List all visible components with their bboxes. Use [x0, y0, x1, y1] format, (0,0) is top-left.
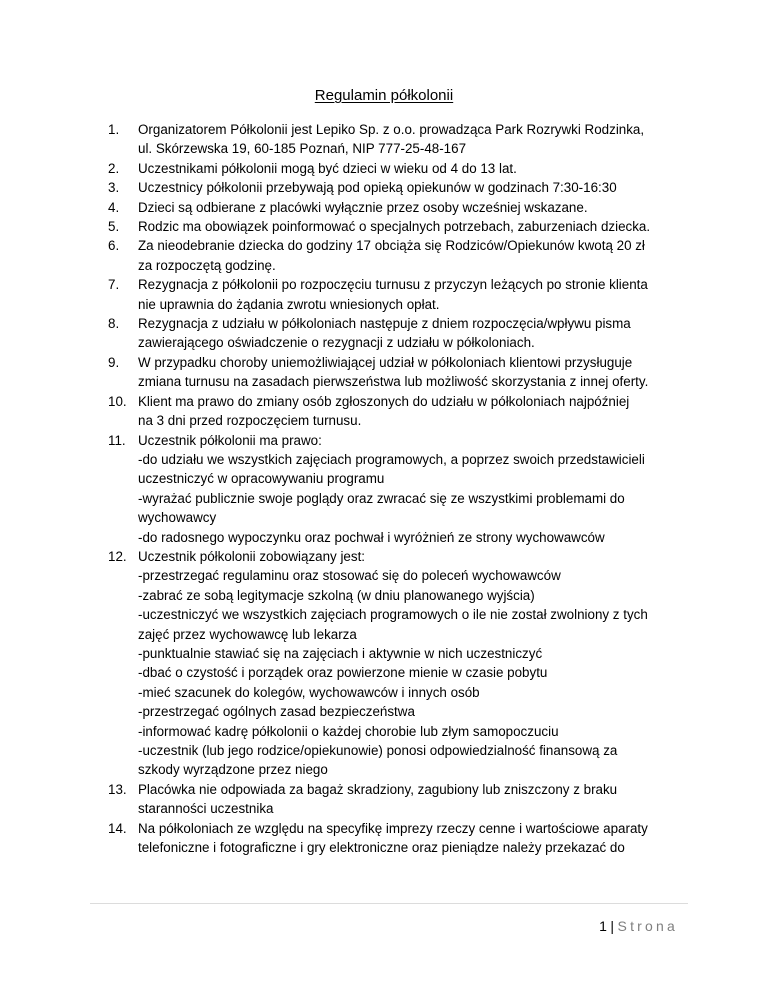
rule-line: W przypadku choroby uniemożliwiającej udział w półkoloniach klientowi przysługuje [138, 354, 633, 370]
rule-line: Uczestnicy półkolonii przebywają pod opieką opiekunów w godzinach 7:30-16:30 [138, 180, 617, 196]
rule-line: na 3 dni przed rozpoczęciem turnusu. [138, 413, 362, 429]
rule-number: 10. [108, 393, 127, 409]
rule-line: -zabrać ze sobą legitymacje szkolną (w dniu planowanego wyjścia) [138, 587, 535, 603]
rule-text [138, 217, 688, 236]
rule-line: -uczestniczyć we wszystkich zajęciach programowych o ile nie został zwolniony z tych [138, 607, 648, 623]
rule-line: Za nieodebranie dziecka do godziny 17 obciąża się Rodziców/Opiekunów kwotą 20 zł [138, 238, 645, 254]
rule-item [108, 159, 688, 178]
rule-line: -mieć szacunek do kolegów, wychowawców i innych osób [138, 684, 480, 700]
rule-line: za rozpoczętą godzinę. [138, 257, 276, 273]
rule-item [108, 198, 688, 217]
rule-text [138, 120, 688, 159]
rule-item [108, 217, 688, 236]
rule-text [138, 819, 688, 858]
rule-line: Rezygnacja z półkolonii po rozpoczęciu turnusu z przyczyn leżących po stronie klienta [138, 277, 648, 293]
rule-number: 2. [108, 160, 120, 176]
page-number: 1 [599, 918, 608, 934]
rule-number: 9. [108, 354, 120, 370]
rule-text [138, 547, 688, 780]
rule-line: Uczestnik półkolonii zobowiązany jest: [138, 548, 366, 564]
rule-line: -przestrzegać regulaminu oraz stosować się do poleceń wychowawców [138, 568, 561, 584]
rule-item [108, 431, 688, 547]
rule-number: 8. [108, 316, 120, 332]
rule-line: zawierającego oświadczenie o rezygnacji z udziału w półkoloniach. [138, 335, 535, 351]
rule-line: wychowawcy [138, 510, 217, 526]
rule-number: 4. [108, 199, 120, 215]
rules-list [108, 120, 688, 857]
rule-line: -do udziału we wszystkich zajęciach programowych, a poprzez swoich przedstawicieli [138, 451, 645, 467]
rule-line: Rezygnacja z udziału w półkoloniach następuje z dniem rozpoczęcia/wpływu pisma [138, 316, 631, 332]
rule-number: 14. [108, 820, 127, 836]
rule-number: 11. [108, 432, 126, 448]
rule-item [108, 120, 688, 159]
rule-line: zmiana turnusu na zasadach pierwszeństwa lub możliwość skorzystania z innej oferty. [138, 374, 649, 390]
rule-item [108, 314, 688, 353]
page-label: Strona [617, 918, 678, 934]
rule-text [138, 780, 688, 819]
rule-text [138, 392, 688, 431]
rule-line: uczestniczyć w opracowywaniu programu [138, 471, 385, 487]
page-title: Regulamin półkolonii [314, 87, 454, 104]
rule-text [138, 275, 688, 314]
rule-number: 3. [108, 180, 120, 196]
footer-divider [90, 903, 688, 904]
rule-item [108, 178, 688, 197]
rule-item [108, 392, 688, 431]
rule-text [138, 178, 688, 197]
rule-number: 12. [108, 548, 127, 564]
rule-line: nie uprawnia do żądania zwrotu wniesionych opłat. [138, 296, 440, 312]
rule-line: Organizatorem Półkolonii jest Lepiko Sp. z o.o. prowadząca Park Rozrywki Rodzinka, [138, 122, 645, 137]
rule-line: Klient ma prawo do zmiany osób zgłoszonych do udziału w półkoloniach najpóźniej [138, 393, 630, 409]
rule-text [138, 236, 688, 275]
rule-line: szkody wyrządzone przez niego [138, 762, 328, 778]
rule-text [138, 353, 688, 392]
rule-number: 6. [108, 238, 120, 254]
rule-line: Uczestnikami półkolonii mogą być dzieci w wieku od 4 do 13 lat. [138, 160, 517, 176]
rule-line: Placówka nie odpowiada za bagaż skradziony, zagubiony lub zniszczony z braku [138, 781, 618, 797]
rule-line: -przestrzegać ogólnych zasad bezpieczeństwa [138, 704, 415, 720]
rule-line: staranności uczestnika [138, 801, 274, 817]
rule-text [138, 198, 688, 217]
rule-number: 5. [108, 219, 120, 235]
rule-item [108, 780, 688, 819]
rule-item [108, 819, 688, 858]
rule-item [108, 236, 688, 275]
rule-number: 13. [108, 781, 127, 797]
rule-line: -punktualnie stawiać się na zajęciach i aktywnie w nich uczestniczyć [138, 645, 543, 661]
rule-line: -wyrażać publicznie swoje poglądy oraz zwracać się ze wszystkimi problemami do [138, 490, 625, 506]
rule-line: -uczestnik (lub jego rodzice/opiekunowie) ponosi odpowiedzialność finansową za [138, 743, 618, 758]
rule-line: Na półkoloniach ze względu na specyfikę imprezy rzeczy cenne i wartościowe aparaty [138, 820, 648, 836]
rule-line: -do radosnego wypoczynku oraz pochwał i wyróżnień ze strony wychowawców [138, 529, 605, 545]
rule-line: Dzieci są odbierane z placówki wyłącznie przez osoby wcześniej wskazane. [138, 199, 588, 215]
rule-item [108, 353, 688, 392]
rule-text [138, 314, 688, 353]
rule-line: Rodzic ma obowiązek poinformować o specjalnych potrzebach, zaburzeniach dziecka. [138, 219, 651, 235]
footer-separator: | [610, 918, 615, 934]
rule-text [138, 431, 688, 547]
rule-line: telefoniczne i fotograficzne i gry elektroniczne oraz pieniądze należy przekazać do [138, 840, 625, 856]
rule-line: Uczestnik półkolonii ma prawo: [138, 432, 322, 448]
rule-text [138, 159, 688, 178]
rule-line: zajęć przez wychowawcę lub lekarza [138, 626, 357, 642]
rule-number: 1. [108, 122, 120, 137]
rule-line: -informować kadrę półkolonii o każdej chorobie lub złym samopoczuciu [138, 723, 559, 739]
rule-line: ul. Skórzewska 19, 60-185 Poznań, NIP 777-25-48-167 [138, 141, 467, 157]
rule-item [108, 547, 688, 780]
page-footer [599, 918, 678, 934]
rule-number: 7. [108, 277, 120, 293]
rule-line: -dbać o czystość i porządek oraz powierzone mienie w czasie pobytu [138, 665, 548, 681]
rule-item [108, 275, 688, 314]
